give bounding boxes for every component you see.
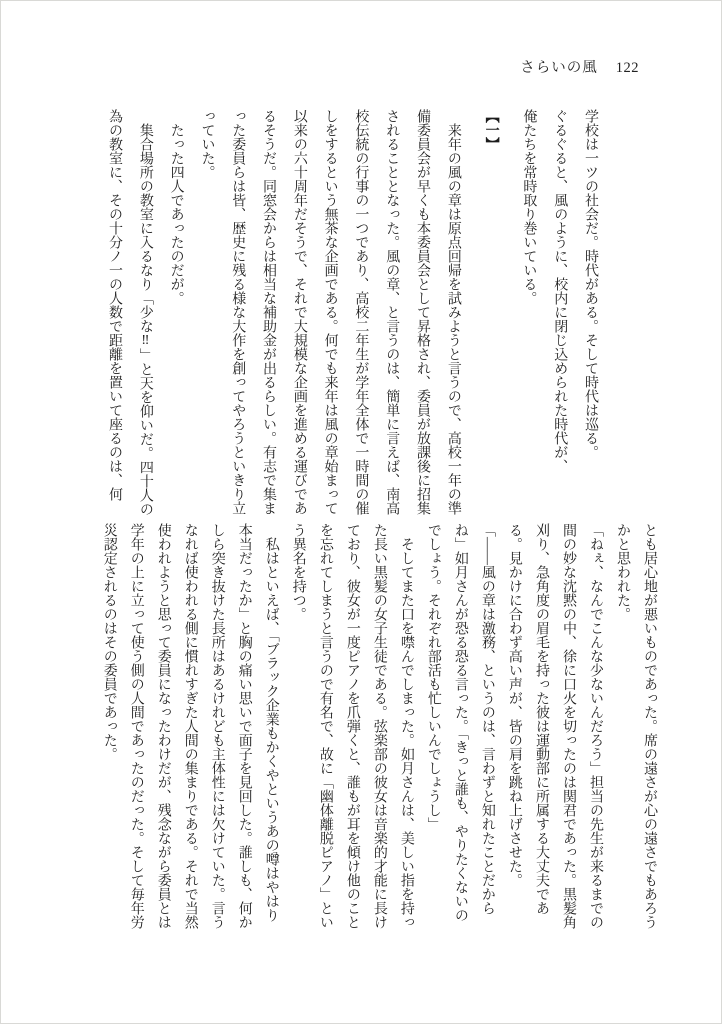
lower-text-block — [91, 523, 663, 933]
paragraph: たった四人であったのだが。 — [168, 109, 184, 305]
paragraph: 来年の風の章は原点回帰を試みようと言うので、高校一年の準備委員会が早くも本委員会として昇格され、委員が放課後に招集されることとなった。風の章、と言うのは、簡単に言えば、南高校伝統の行事の一つであり、高校二年生が学年全体で一時間の催しをするという無茶な企画である。何でも来年は風の章始まって以来の六十周年だそうで、それで大規模な企画を進める運びであるそうだ。同窓会からは相当な補助金が出るらしい。有志で集まった委員らは皆、歴史に残る様な大作を創ってやろうといきり立っていた。 — [199, 109, 461, 515]
book-title: さらいの風 — [520, 60, 598, 76]
epigraph-line-1: 学校は一ツの社会だ。時代がある。そして時代は巡る。 — [583, 109, 598, 459]
epigraph-line-2: ぐるぐると、風のように、校内に閉じ込められた時代が、 — [552, 109, 568, 473]
section-heading: 【一】 — [483, 109, 499, 151]
paragraph: 私はといえば、「ブラック企業もかくやというあの噂はやはり本当だったか」と胸の痛い思いで面子を見回した。誰しも、何かしら突き抜けた長所はあるけれども主体性には欠けていた。言うなれば使われる側に慣れすぎた人間の集まりである。それで当然使われようと思って委員になったわけだが、残念ながら委員とは学年の上に立って使う側の人間であったのだった。そして毎年労災認定されるのはその委員であった。 — [101, 523, 279, 929]
epigraph-line-3: 俺たちを常時取り巻いている。 — [521, 109, 537, 305]
paragraph: とも居心地が悪いものであった。席の遠さが心の遠さでもあろうかと思われた。 — [614, 523, 657, 929]
paragraph: 「――風の章は激務、というのは、言わずと知れたことだからね」如月さんが恐る恐る言った。「きっと誰も、やりたくないのでしょう。それぞれ部活も忙しいんでしょうし」 — [425, 523, 495, 922]
paragraph: そしてまた口を噤んでしまった。如月さんは、美しい指を持った長い黒髪の女子生徒である。弦楽部の彼女は音楽的才能に長けており、彼女が一度ピアノを爪弾くと、誰もが耳を傾け他のことを忘れてしまうと言うので有名で、故に「幽体離脱ピアノ」という異名を持つ。 — [290, 523, 414, 929]
upper-text-block — [105, 109, 605, 519]
paragraph: 「ねぇ、なんでこんな少ないんだろう」担当の先生が来るまでの間の妙な沈黙の中、徐に口火を切ったのは関君であった。黒髪角刈り、急角度の眉毛を持った彼は運動部に所属する大丈夫である。見かけに合わず高い声が、皆の肩を跳ね上げさせた。 — [506, 523, 603, 929]
page-number: 122 — [615, 60, 639, 76]
paragraph: 集合場所の教室に入るなり「少な‼」と天を仰いだ。四十人の為の教室に、その十分ノ一の人数で距離を置いて座るのは、何 — [107, 109, 153, 516]
running-head — [520, 56, 639, 77]
